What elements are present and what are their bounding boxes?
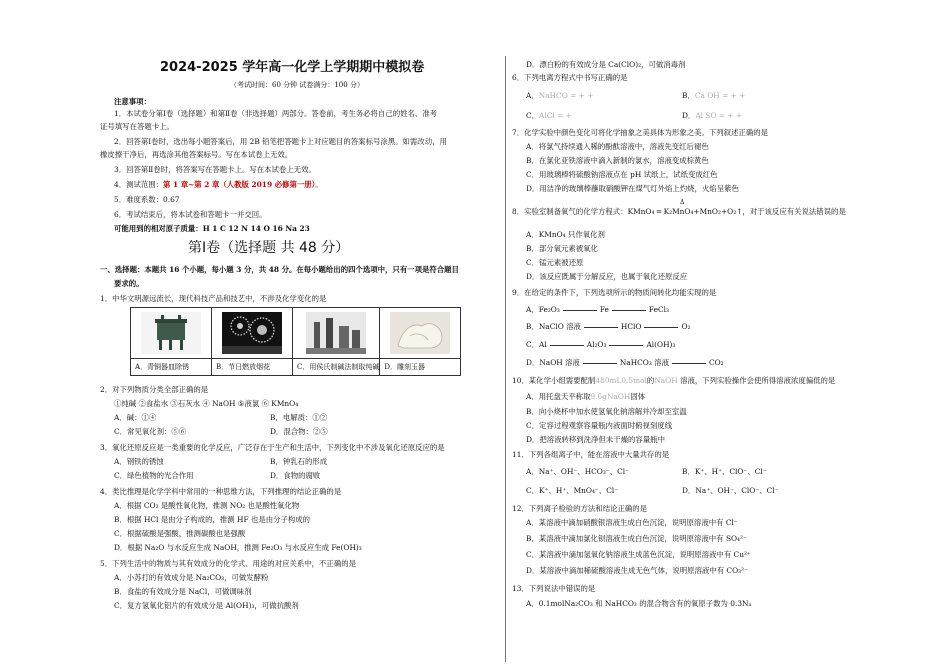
note-4-suffix: 。 [315,180,323,189]
question-6: 6．下列电离方程式中书写正确的是 [512,73,628,82]
q10-option-c: C．定容过程观察容量瓶内液面时俯视刻度线 [526,421,673,430]
q6-option-a-label: A． [526,91,539,100]
q2-option-a: A．碱：①④ [114,413,157,422]
question-3: 3．氧化还原反应是一类重要的化学反应，广泛存在于生产和生活中，下列变化中不涉及氧化还原反应的是 [100,443,445,452]
exam-info: （考试时间：60 分钟 试卷满分：100 分） [230,81,364,89]
question-11: 11．下列各组离子中，能在溶液中大量共存的是 [512,450,670,459]
q1-option-a: A．青铜器皿除锈 [131,359,212,376]
q10-a-mass: 9.6gNaOH [590,392,631,401]
atomic-masses: 可能用到的相对原子质量：H 1 C 12 N 14 O 16 Na 23 [114,224,310,233]
section-intro-a: 一、选择题：本题共 16 个小题，每小题 3 分，共 48 分。在每小题给出的四个选项中，只有一项是符合题目 [100,265,459,274]
q8-option-c: C．锰元素被还原 [526,258,584,267]
question-2: 2．对下列物质分类全部正确的是 [100,385,209,394]
q7-option-a: A．将氯气持续通入稀的酚酞溶液中，溶液先变红后褪色 [526,142,709,151]
section-intro-b: 要求的。 [114,279,144,288]
q2-option-b: B．电解质：①② [270,413,328,422]
q6-option-a [526,91,593,101]
question-8: 8．实验室制备氧气的化学方程式：KMnO₄ ═ K₂MnO₄+MnO₂+O₂↑，对于该反应有关说法错误的是 [512,207,846,216]
q10-text-b: 的 [646,376,655,385]
factory-image [306,312,366,354]
jade-carving-image [390,312,450,354]
q6-option-b [682,91,745,101]
q9-c-start: C．Al [526,340,547,349]
q8-option-d: D．该反应既属于分解反应，也属于氧化还原反应 [526,272,688,281]
q5-option-c: C．复方氢氧化铝片的有效成分是 Al(OH)₃，可做抗酸剂 [114,601,299,610]
q4-option-c: C．根据硫酸是强酸，推测碳酸也是强酸 [114,529,246,538]
q7-option-c: C．用玻璃棒将硫酸钠溶液点在 pH 试纸上，试纸变成红色 [526,170,718,179]
q1-image-cell-b [212,308,293,359]
q4-option-a: A．根据 CO₂ 是酸性氧化物，推测 NO₂ 也是酸性氧化物 [114,501,300,510]
q9-a-start: A．Fe₂O₃ [526,305,560,314]
q9-d-mid: NaHCO₃ 溶液 [619,358,669,367]
q10-text-c: 溶液，下列实验操作会使所得溶液浓度偏低的是 [677,376,836,385]
q3-option-a: A．钢铁的锈蚀 [114,457,164,466]
question-1: 1．中华文明源远流长，现代科技产品和技艺中，不涉及化学变化的是 [100,294,327,303]
q4-option-d: D．根据 Na₂O 与水反应生成 NaOH，推测 Fe₂O₃ 与水反应生成 Fe(OH)₃ [114,543,362,552]
notes-heading: 注意事项： [114,97,151,106]
q1-option-c: C．用侯氏制碱法制取纯碱 [293,359,380,376]
q1-option-d: D．雕刻玉器 [380,359,461,376]
question-9: 9．在给定的条件下，下列选项所示的物质间转化均能实现的是 [512,288,717,297]
q2-option-d: D．混合物：②⑤ [270,427,328,436]
q3-option-b: B．钟乳石的形成 [270,457,328,466]
q9-option-c [526,340,675,350]
q5-option-d: D．漂白粉的有效成分是 Ca(ClO)₂，可做消毒剂 [526,60,686,69]
q10-a-text-b: 固体 [630,392,646,401]
q7-option-d: D．用洁净的玻璃棒蘸取硝酸钾在煤气灯外焰上灼烧，火焰呈紫色 [526,184,739,193]
arrow-icon [584,327,618,328]
arrow-icon [583,363,617,364]
note-5: 5．难度系数：0.67 [114,195,180,204]
note-3: 3．回答第Ⅱ卷时，将答案写在答题卡上。写在本试卷上无效。 [114,165,316,174]
arrow-icon [550,345,584,346]
question-1-image-table [130,307,461,376]
q9-option-d [526,358,724,368]
q6-option-d-label: D． [682,111,696,120]
note-6: 6．考试结束后，将本试卷和答题卡一并交回。 [114,210,267,219]
q10-amount: 480mL0.5mol [595,376,647,385]
fireworks-image [222,312,282,354]
q12-option-b: B．某溶液中滴加氯化钡溶液生成白色沉淀，说明原溶液中有 SO₄²⁻ [526,534,747,543]
q8-option-b: B．部分氧元素被氧化 [526,244,598,253]
q9-a-end: FeCl₃ [648,305,670,314]
q11-option-d: D．Na⁺、OH⁻、ClO⁻、Cl⁻ [682,486,779,495]
arrow-icon [672,363,706,364]
bronze-vessel-image [141,312,201,354]
arrow-icon [612,310,646,311]
q2-items: ①纯碱 ②食盐水 ③石灰水 ④ NaOH ⑤液氯 ⑥ KMnO₄ [114,399,299,408]
q11-option-a: A．Na⁺、OH⁻、HCO₃⁻、Cl⁻ [526,467,630,476]
q1-image-cell-d [380,308,461,359]
page-title: 2024-2025 学年高一化学上学期期中模拟卷 [160,60,425,75]
q12-option-c: C．某溶液中滴加氢氧化钠溶液生成蓝色沉淀，说明原溶液中有 Cu²⁺ [526,550,751,559]
question-12: 12．下列离子检验的方法和结论正确的是 [512,504,648,513]
q9-a-mid: Fe [599,305,609,314]
question-13: 13．下列说法中错误的是 [512,584,596,593]
q3-option-d: D．食物的腐败 [270,471,321,480]
q7-option-b: B．在氯化亚铁溶液中滴入新制的氯水，溶液变成棕黄色 [526,156,709,165]
q9-option-b [526,322,690,332]
q9-b-end: O₂ [681,322,691,331]
q6-option-d-equation: Al SO = + + [695,111,743,120]
note-2b: 橡皮擦干净后，再选涂其他答案标号。写在本试卷上无效。 [100,150,293,159]
question-10 [512,376,835,386]
q12-option-a: A．某溶液中滴加硝酸银溶液生成白色沉淀，说明原溶液中有 Cl⁻ [526,518,738,527]
q8-option-a: A．KMnO₄ 只作氧化剂 [526,230,605,239]
note-2a: 2．回答第Ⅰ卷时，选出每小题答案后，用 2B 铅笔把答题卡上对应题目的答案标号涂黑。如需改动，用 [114,137,447,146]
q6-option-a-equation: NaHCO = + + [538,91,594,100]
q11-option-b: B．K⁺、H⁺、ClO⁻、Cl⁻ [682,467,767,476]
note-4 [114,180,323,190]
q9-c-mid: Al₂O₃ [586,340,607,349]
question-7: 7．化学实验中颜色变化可将化学抽象之美具体为形象之美。下列叙述正确的是 [512,128,768,137]
q6-option-b-equation: Ca OH = + + [694,91,746,100]
q5-option-a: A．小苏打的有效成分是 Na₂CO₃，可做发酵粉 [114,573,269,582]
note-4-scope: 第 1 章~第 2 章（人教版 2019 必修第一册） [163,180,316,189]
q1-option-b: B．节日燃放烟花 [212,359,293,376]
q9-option-a [526,305,669,315]
q6-option-c-label: C． [526,111,540,120]
q9-d-start: D．NaOH 溶液 [526,358,580,367]
q6-option-b-label: B． [682,91,695,100]
q6-option-d [682,111,742,121]
q10-solute: NaOH [654,376,678,385]
q10-option-b: B．向小烧杯中加水使氢氧化钠溶解并冷却至室温 [526,407,687,416]
q5-option-b: B．食盐的有效成分是 NaCl，可做调味剂 [114,587,252,596]
note-1a: 1．本试卷分第Ⅰ卷（选择题）和第Ⅱ卷（非选择题）两部分。答卷前，考生务必将自己的姓名、准考 [114,109,438,118]
q9-c-end: Al(OH)₃ [646,340,676,349]
q10-option-d: D．把溶液转移到洗净但未干燥的容量瓶中 [526,435,665,444]
q6-option-c [526,111,572,121]
q3-option-c: C．绿色植物的光合作用 [114,471,194,480]
q4-option-b: B．根据 HCl 是由分子构成的，推测 HF 也是由分子构成的 [114,515,311,524]
q12-option-d: D．某溶液中滴加稀硫酸溶液生成无色气体，说明原溶液中有 CO₃²⁻ [526,566,748,575]
q9-d-end: CO₂ [708,358,724,367]
arrow-icon [644,327,678,328]
q9-b-start: B．NaClO 溶液 [526,322,581,331]
column-divider [505,56,506,662]
q1-image-cell-a [131,308,212,359]
arrow-icon [609,345,643,346]
q8-heat-symbol: Δ [680,199,685,206]
note-1b: 证号填写在答题卡上。 [100,122,174,131]
note-4-prefix: 4．测试范围： [114,180,164,189]
q10-option-a [526,392,645,402]
question-5: 5．下列生活中的物质与其有效成分的化学式、用途的对应关系中，不正确的是 [100,559,356,568]
q13-option-a: A．0.1molNa₂CO₃ 和 NaHCO₃ 的混合物含有的氧原子数为 0.3Nₐ [526,599,752,608]
q6-option-c-equation: AlCl = + [539,111,572,120]
q10-a-text-a: A．用托盘天平称取 [526,392,591,401]
q2-option-c: C．常见氧化剂：⑤⑥ [114,427,187,436]
q10-text-a: 10．某化学小组需要配制 [512,376,596,385]
section-title: 第Ⅰ卷（选择题 共 48 分） [188,240,350,256]
q9-b-mid: HClO [620,322,642,331]
q1-image-cell-c [293,308,380,359]
question-4: 4．类比推理是化学学科中常用的一种思维方法，下列推理的结论正确的是 [100,487,342,496]
q11-option-c: C．K⁺、H⁺、MnO₄⁻、Cl⁻ [526,486,619,495]
arrow-icon [563,310,597,311]
